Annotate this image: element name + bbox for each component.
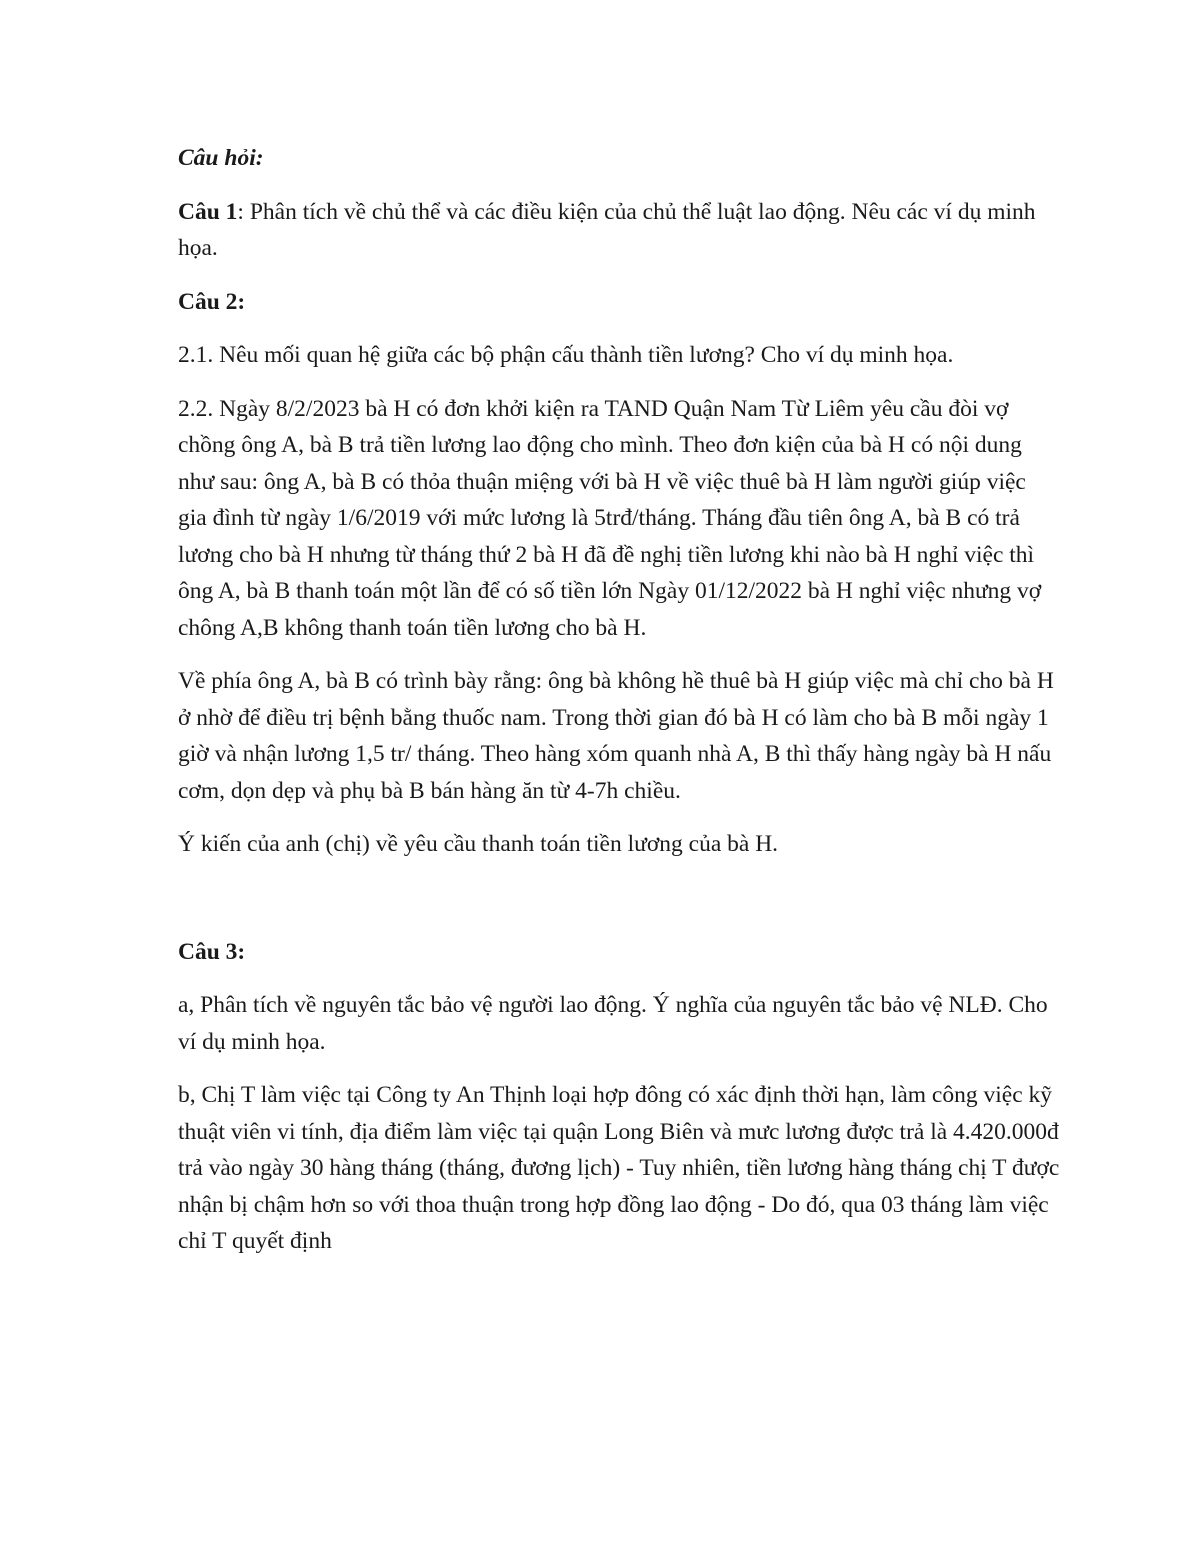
question-3-label: Câu 3: <box>178 938 246 965</box>
question-1-text: : Phân tích về chủ thể và các điều kiện của chủ thể luật lao động. Nêu các ví dụ minh họa. <box>178 198 1036 261</box>
question-2-label: Câu 2: <box>178 288 246 315</box>
question-1 <box>178 194 1060 267</box>
section-gap <box>178 880 1060 934</box>
question-2-2: 2.2. Ngày 8/2/2023 bà H có đơn khởi kiện ra TAND Quận Nam Từ Liêm yêu cầu đòi vợ chồng ông A, bà B trả tiền lương lao động cho mình. Theo đơn kiện của bà H có nội dung như sau: ông A, bà B có thỏa thuận miệng với bà H về việc thuê bà H làm người giúp việc gia đình từ ngày 1/6/2019 với mức lương là 5trđ/tháng. Tháng đầu tiên ông A, bà B có trả lương cho bà H nhưng từ tháng thứ 2 bà H đã đề nghị tiền lương khi nào bà H nghỉ việc thì ông A, bà B thanh toán một lần để có số tiền lớn Ngày 01/12/2022 bà H nghỉ việc nhưng vợ chông A,B không thanh toán tiền lương cho bà H. <box>178 395 1042 641</box>
question-3-a: a, Phân tích về nguyên tắc bảo vệ người lao động. Ý nghĩa của nguyên tắc bảo vệ NLĐ. Cho ví dụ minh họa. <box>178 992 1048 1055</box>
question-2-defense: Về phía ông A, bà B có trình bày rằng: ông bà không hề thuê bà H giúp việc mà chỉ cho bà H ở nhờ để điều trị bệnh bằng thuốc nam. Trong thời gian đó bà H có làm cho bà B mỗi ngày 1 giờ và nhận lương 1,5 tr/ tháng. Theo hàng xóm quanh nhà A, B thì thấy hàng ngày bà H nấu cơm, dọn dẹp và phụ bà B bán hàng ăn từ 4-7h chiều. <box>178 668 1054 804</box>
question-2-prompt: Ý kiến của anh (chị) về yêu cầu thanh toán tiền lương của bà H. <box>178 831 779 857</box>
document-title: Câu hỏi: <box>178 145 264 171</box>
question-1-label: Câu 1 <box>178 198 238 225</box>
question-2-1: 2.1. Nêu mối quan hệ giữa các bộ phận cấu thành tiền lương? Cho ví dụ minh họa. <box>178 342 954 368</box>
question-3-b: b, Chị T làm việc tại Công ty An Thịnh loại hợp đông có xác định thời hạn, làm công việc kỹ thuật viên vi tính, địa điểm làm việc tại quận Long Biên và mưc lương được trả là 4.420.000đ trả vào ngày 30 hàng tháng (tháng, đương lịch) - Tuy nhiên, tiền lương hàng tháng chị T được nhận bị chậm hơn so với thoa thuận trong hợp đồng lao động - Do đó, qua 03 tháng làm việc chỉ T quyết định <box>178 1082 1060 1254</box>
